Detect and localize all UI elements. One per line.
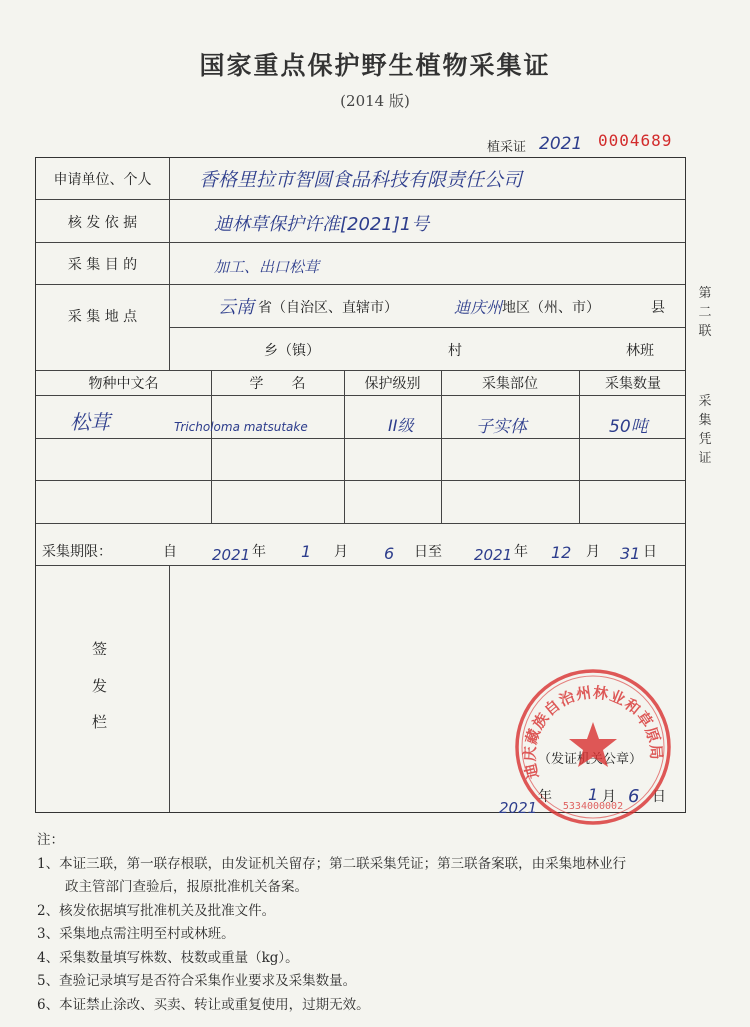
note-1: 1、本证三联，第一联存根联，由发证机关留存；第二联采集凭证；第三联备案联，由采集地林业行 [37, 855, 627, 872]
serial-number: 0004689 [598, 131, 673, 150]
start-month: 1 [301, 542, 312, 561]
start-month-unit: 月 [334, 544, 348, 560]
start-day: 6 [384, 544, 395, 563]
period-from: 自 [163, 544, 177, 560]
quantity-header: 采集数量 [605, 376, 661, 392]
note-1-cont: 政主管部门查验后，报原批准机关备案。 [65, 879, 308, 895]
scientific-value: Tricholoma matsutake [174, 420, 308, 434]
sign-label-2: 发 [92, 677, 108, 695]
purpose-label: 采 集 目 的 [67, 257, 138, 273]
location-label: 采 集 地 点 [67, 309, 138, 325]
note-6: 6、本证禁止涂改、买卖、转让或重复使用，过期无效。 [37, 996, 370, 1013]
end-year-unit: 年 [514, 544, 528, 560]
issue-year: 2021 [499, 799, 538, 817]
applicant-label: 申请单位、个人 [53, 172, 152, 188]
end-day-unit: 日 [643, 544, 657, 560]
serial-label: 植采证 [487, 140, 527, 155]
period-to: 日至 [414, 544, 442, 560]
issue-day-unit: 日 [652, 789, 666, 805]
seal-text: 迪庆藏族自治州林业和草原局 [520, 683, 666, 781]
start-year-unit: 年 [252, 544, 266, 560]
purpose-value: 加工、出口松茸 [214, 258, 320, 276]
sign-label-1: 签 [92, 640, 108, 658]
end-month-unit: 月 [586, 544, 600, 560]
issue-month-unit: 月 [602, 789, 616, 805]
serial-year: 2021 [539, 134, 583, 154]
side-copy-label: 第二联 [698, 286, 712, 339]
township-label: 乡（镇） [264, 343, 320, 359]
end-year: 2021 [474, 546, 513, 564]
protection-value: II级 [388, 416, 414, 435]
start-year: 2021 [212, 546, 251, 564]
scientific-header: 学 名 [249, 376, 306, 392]
village-label: 村 [448, 343, 462, 359]
county-label: 县 [651, 300, 665, 316]
part-header: 采集部位 [482, 376, 538, 392]
sign-label-3: 栏 [92, 713, 108, 731]
basis-label: 核 发 依 据 [67, 215, 138, 231]
note-4: 4、采集数量填写株数、枝数或重量（kg）。 [37, 949, 299, 966]
end-day: 31 [620, 544, 641, 563]
issue-year-unit: 年 [538, 789, 552, 805]
authority-seal-label: （发证机关公章） [538, 752, 643, 767]
prefecture-value: 迪庆州 [454, 298, 503, 317]
notes-section [37, 829, 727, 1017]
seal-code: 5334000002 [562, 801, 624, 812]
prefecture-suffix: 地区（州、市） [502, 300, 600, 316]
species-cn-value: 松茸 [70, 410, 110, 434]
part-value: 子实体 [476, 417, 527, 437]
species-cn-header: 物种中文名 [88, 376, 159, 392]
applicant-value: 香格里拉市智圆食品科技有限责任公司 [199, 169, 523, 191]
official-seal-stamp [513, 667, 673, 827]
note-3: 3、采集地点需注明至村或林班。 [37, 926, 235, 942]
note-5: 5、查验记录填写是否符合采集作业要求及采集数量。 [37, 973, 357, 989]
province-value: 云南 [218, 297, 254, 318]
note-2: 2、核发依据填写批准机关及批准文件。 [37, 902, 276, 919]
province-suffix: 省（自治区、直辖市） [258, 300, 398, 316]
protection-header: 保护级别 [364, 376, 421, 392]
document-title: 国家重点保护野生植物采集证 [199, 51, 551, 80]
side-use-label: 采集凭证 [698, 394, 712, 466]
basis-value: 迪林草保护许准[2021]1号 [214, 214, 430, 235]
forest-class-label: 林班 [626, 343, 654, 359]
notes-heading: 注： [37, 832, 64, 848]
period-label: 采集期限： [42, 544, 112, 560]
issue-month: 1 [588, 785, 599, 804]
edition-label: (2014 版) [340, 92, 410, 110]
quantity-value: 50吨 [609, 417, 648, 437]
issue-day: 6 [628, 786, 640, 807]
end-month: 12 [551, 543, 572, 562]
